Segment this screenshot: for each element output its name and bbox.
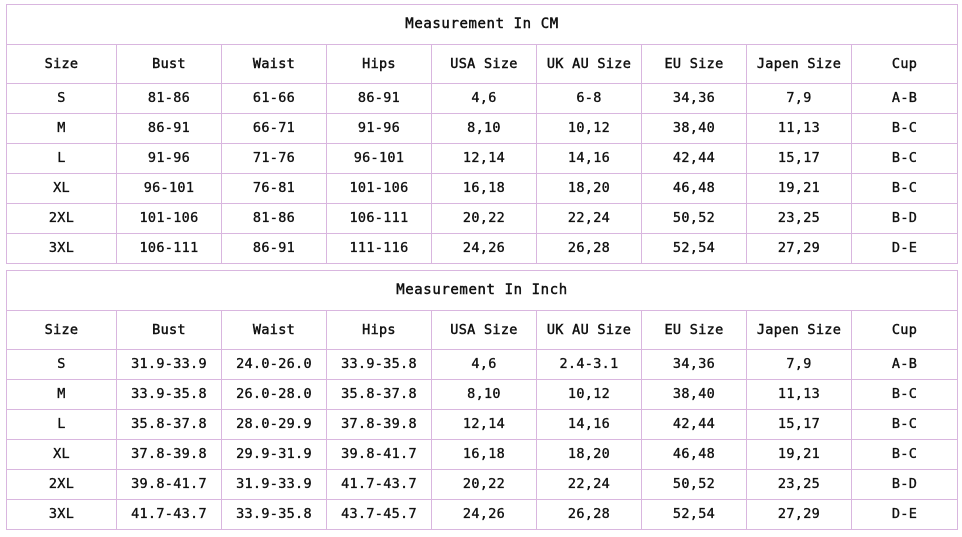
cell-waist: 28.0-29.9 (222, 410, 327, 440)
table-row (7, 440, 958, 470)
column-header-size: Size (7, 311, 117, 350)
cell-hips: 35.8-37.8 (327, 380, 432, 410)
cell-size: L (7, 144, 117, 174)
cell-japen-size: 7,9 (747, 350, 852, 380)
cell-waist: 71-76 (222, 144, 327, 174)
cell-japen-size: 11,13 (747, 114, 852, 144)
cell-size: 3XL (7, 500, 117, 530)
column-header-waist: Waist (222, 311, 327, 350)
cell-size: L (7, 410, 117, 440)
column-header-size: Size (7, 45, 117, 84)
cell-uk-au-size: 18,20 (537, 440, 642, 470)
cell-japen-size: 27,29 (747, 234, 852, 264)
cell-bust: 81-86 (117, 84, 222, 114)
cell-size: S (7, 350, 117, 380)
size-table-inch (6, 270, 958, 530)
column-header-uk-au-size: UK AU Size (537, 311, 642, 350)
size-table-cm (6, 4, 958, 264)
cell-cup: A-B (852, 350, 958, 380)
cell-hips: 43.7-45.7 (327, 500, 432, 530)
cell-eu-size: 50,52 (642, 204, 747, 234)
cell-eu-size: 42,44 (642, 410, 747, 440)
cell-usa-size: 20,22 (432, 204, 537, 234)
cell-eu-size: 38,40 (642, 380, 747, 410)
cell-japen-size: 23,25 (747, 204, 852, 234)
cell-usa-size: 16,18 (432, 174, 537, 204)
cell-japen-size: 27,29 (747, 500, 852, 530)
cell-cup: B-D (852, 204, 958, 234)
table-row (7, 84, 958, 114)
cell-usa-size: 4,6 (432, 350, 537, 380)
cell-japen-size: 19,21 (747, 440, 852, 470)
cell-eu-size: 46,48 (642, 174, 747, 204)
cell-usa-size: 8,10 (432, 380, 537, 410)
cell-bust: 101-106 (117, 204, 222, 234)
table-row (7, 144, 958, 174)
cell-hips: 33.9-35.8 (327, 350, 432, 380)
cell-eu-size: 50,52 (642, 470, 747, 500)
cell-size: 3XL (7, 234, 117, 264)
cell-waist: 26.0-28.0 (222, 380, 327, 410)
cell-hips: 106-111 (327, 204, 432, 234)
cell-japen-size: 11,13 (747, 380, 852, 410)
cell-bust: 91-96 (117, 144, 222, 174)
column-header-eu-size: EU Size (642, 45, 747, 84)
cell-usa-size: 12,14 (432, 144, 537, 174)
cell-hips: 86-91 (327, 84, 432, 114)
column-header-bust: Bust (117, 45, 222, 84)
cell-size: M (7, 380, 117, 410)
cell-bust: 41.7-43.7 (117, 500, 222, 530)
table-row (7, 380, 958, 410)
table-row (7, 204, 958, 234)
table-row (7, 410, 958, 440)
column-header-bust: Bust (117, 311, 222, 350)
cell-cup: B-C (852, 174, 958, 204)
cell-japen-size: 7,9 (747, 84, 852, 114)
cell-uk-au-size: 14,16 (537, 144, 642, 174)
cell-usa-size: 12,14 (432, 410, 537, 440)
cell-waist: 29.9-31.9 (222, 440, 327, 470)
cell-waist: 61-66 (222, 84, 327, 114)
cell-cup: D-E (852, 234, 958, 264)
cell-japen-size: 15,17 (747, 410, 852, 440)
cell-uk-au-size: 22,24 (537, 470, 642, 500)
table-row (7, 234, 958, 264)
table-row (7, 470, 958, 500)
cell-bust: 86-91 (117, 114, 222, 144)
cell-hips: 37.8-39.8 (327, 410, 432, 440)
cell-size: 2XL (7, 204, 117, 234)
cell-cup: B-D (852, 470, 958, 500)
cell-waist: 76-81 (222, 174, 327, 204)
table-row (7, 174, 958, 204)
cell-waist: 81-86 (222, 204, 327, 234)
cell-waist: 31.9-33.9 (222, 470, 327, 500)
cell-uk-au-size: 10,12 (537, 380, 642, 410)
cell-size: S (7, 84, 117, 114)
cell-japen-size: 19,21 (747, 174, 852, 204)
cell-uk-au-size: 18,20 (537, 174, 642, 204)
cell-uk-au-size: 14,16 (537, 410, 642, 440)
cell-hips: 39.8-41.7 (327, 440, 432, 470)
cell-usa-size: 16,18 (432, 440, 537, 470)
cell-waist: 66-71 (222, 114, 327, 144)
table-title: Measurement In Inch (7, 271, 958, 311)
cell-waist: 24.0-26.0 (222, 350, 327, 380)
column-header-uk-au-size: UK AU Size (537, 45, 642, 84)
column-header-japen-size: Japen Size (747, 311, 852, 350)
cell-bust: 96-101 (117, 174, 222, 204)
column-header-usa-size: USA Size (432, 311, 537, 350)
cell-size: 2XL (7, 470, 117, 500)
cell-japen-size: 15,17 (747, 144, 852, 174)
cell-hips: 111-116 (327, 234, 432, 264)
cell-japen-size: 23,25 (747, 470, 852, 500)
cell-eu-size: 52,54 (642, 500, 747, 530)
cell-waist: 33.9-35.8 (222, 500, 327, 530)
cell-cup: B-C (852, 440, 958, 470)
cell-eu-size: 34,36 (642, 84, 747, 114)
header-row (7, 45, 958, 84)
cell-bust: 39.8-41.7 (117, 470, 222, 500)
cell-uk-au-size: 22,24 (537, 204, 642, 234)
cell-uk-au-size: 26,28 (537, 500, 642, 530)
table-row (7, 350, 958, 380)
cell-hips: 96-101 (327, 144, 432, 174)
column-header-cup: Cup (852, 45, 958, 84)
cell-eu-size: 52,54 (642, 234, 747, 264)
cell-bust: 31.9-33.9 (117, 350, 222, 380)
cell-usa-size: 4,6 (432, 84, 537, 114)
cell-size: XL (7, 440, 117, 470)
cell-uk-au-size: 2.4-3.1 (537, 350, 642, 380)
cell-cup: B-C (852, 144, 958, 174)
cell-size: XL (7, 174, 117, 204)
column-header-eu-size: EU Size (642, 311, 747, 350)
cell-bust: 37.8-39.8 (117, 440, 222, 470)
cell-usa-size: 24,26 (432, 234, 537, 264)
column-header-hips: Hips (327, 311, 432, 350)
table-title-row (7, 271, 958, 311)
cell-eu-size: 38,40 (642, 114, 747, 144)
cell-cup: A-B (852, 84, 958, 114)
cell-cup: B-C (852, 114, 958, 144)
cell-hips: 91-96 (327, 114, 432, 144)
header-row (7, 311, 958, 350)
table-title-row (7, 5, 958, 45)
table-row (7, 114, 958, 144)
cell-cup: B-C (852, 380, 958, 410)
column-header-usa-size: USA Size (432, 45, 537, 84)
cell-uk-au-size: 6-8 (537, 84, 642, 114)
cell-eu-size: 42,44 (642, 144, 747, 174)
cell-usa-size: 8,10 (432, 114, 537, 144)
cell-usa-size: 24,26 (432, 500, 537, 530)
column-header-waist: Waist (222, 45, 327, 84)
cell-eu-size: 34,36 (642, 350, 747, 380)
column-header-hips: Hips (327, 45, 432, 84)
cell-size: M (7, 114, 117, 144)
table-title: Measurement In CM (7, 5, 958, 45)
cell-waist: 86-91 (222, 234, 327, 264)
cell-usa-size: 20,22 (432, 470, 537, 500)
cell-hips: 41.7-43.7 (327, 470, 432, 500)
cell-uk-au-size: 26,28 (537, 234, 642, 264)
table-row (7, 500, 958, 530)
cell-eu-size: 46,48 (642, 440, 747, 470)
cell-bust: 33.9-35.8 (117, 380, 222, 410)
cell-cup: B-C (852, 410, 958, 440)
cell-bust: 106-111 (117, 234, 222, 264)
cell-cup: D-E (852, 500, 958, 530)
cell-hips: 101-106 (327, 174, 432, 204)
cell-uk-au-size: 10,12 (537, 114, 642, 144)
column-header-cup: Cup (852, 311, 958, 350)
column-header-japen-size: Japen Size (747, 45, 852, 84)
cell-bust: 35.8-37.8 (117, 410, 222, 440)
